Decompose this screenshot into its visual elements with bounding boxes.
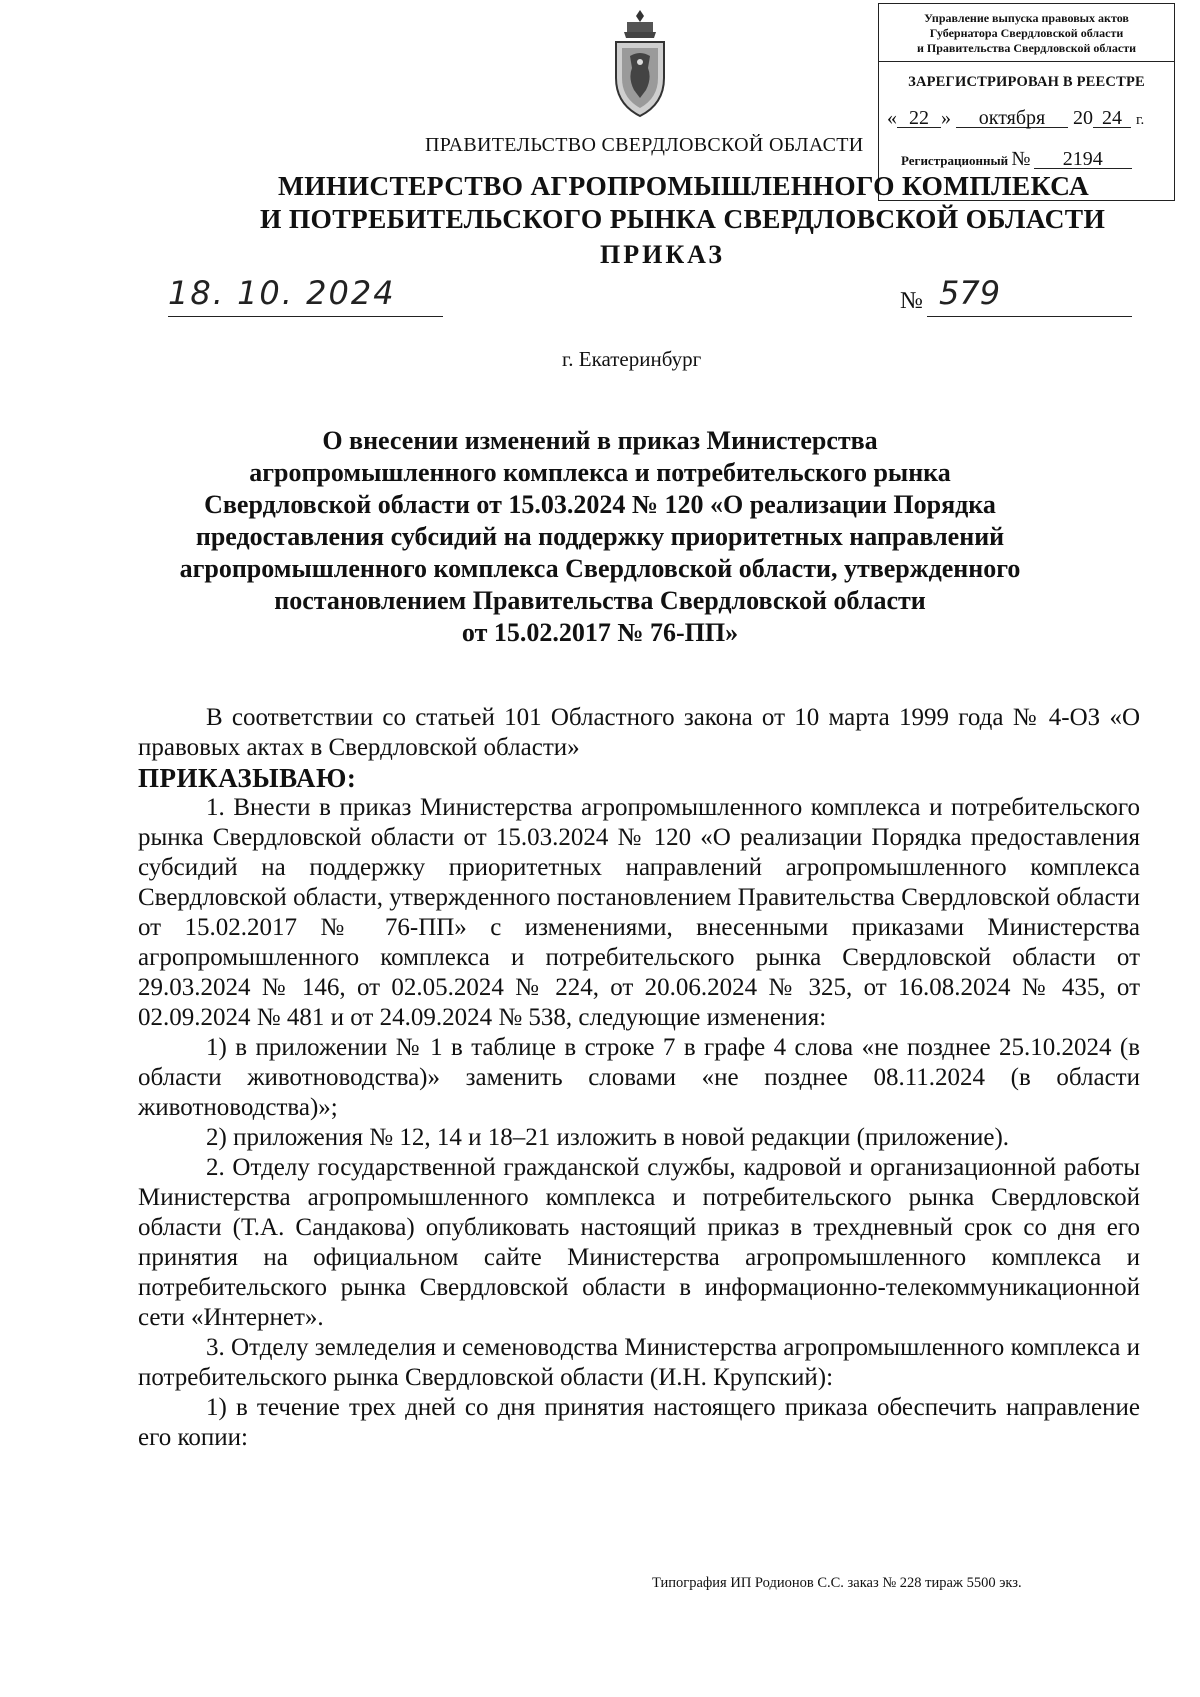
ministry-name-line2: И ПОТРЕБИТЕЛЬСКОГО РЫНКА СВЕРДЛОВСКОЙ ОБЛАСТИ bbox=[260, 203, 1106, 234]
stamp-date-open-quote: « bbox=[887, 107, 897, 129]
title-line: от 15.02.2017 № 76-ПП» bbox=[461, 618, 739, 647]
order-number-handwritten: 579 bbox=[939, 274, 1001, 312]
title-line: агропромышленного комплекса и потребительского рынка bbox=[249, 458, 951, 487]
order-date-field bbox=[168, 268, 443, 317]
stamp-reg-label: Регистрационный bbox=[901, 153, 1009, 168]
stamp-header bbox=[879, 4, 1174, 62]
order-date-handwritten: 18. 10. 2024 bbox=[168, 274, 396, 312]
preamble-paragraph: В соответствии со статьей 101 Областного закона от 10 марта 1999 года № 4-ОЗ «О правовых актах в Свердловской области» bbox=[138, 704, 1140, 761]
stamp-registration-number bbox=[879, 148, 1174, 171]
document-title bbox=[150, 425, 1050, 649]
stamp-registered-label: ЗАРЕГИСТРИРОВАН В РЕЕСТРЕ bbox=[908, 74, 1145, 90]
order-word: ПРИКАЗЫВАЮ: bbox=[138, 763, 357, 793]
coat-of-arms-emblem bbox=[610, 8, 670, 120]
stamp-reg-number: 2194 bbox=[1034, 150, 1132, 169]
paragraph-2: 2. Отделу государственной гражданской службы, кадровой и организационной работы Министерства агропромышленного комплекса и потребительского рынка Свердловской области (Т.А. Сандакова) опубликовать настоящий приказ в трехдневный срок со дня его принятия на официальном сайте Министерства агропромышленного комплекса и потребительского рынка Свердловской области в информационно-телекоммуникационной сети «Интернет». bbox=[138, 1154, 1140, 1331]
order-number-field bbox=[927, 268, 1132, 317]
paragraph-1-1: 1) в приложении № 1 в таблице в строке 7 в графе 4 слова «не позднее 25.10.2024 (в области животноводства)» заменить словами «не позднее 08.11.2024 (в области животноводства)»; bbox=[138, 1034, 1140, 1121]
paragraph-3: 3. Отделу земледелия и семеноводства Министерства агропромышленного комплекса и потребительского рынка Свердловской области (И.Н. Крупский): bbox=[138, 1334, 1140, 1391]
stamp-header-line: и Правительства Свердловской области bbox=[917, 41, 1136, 55]
stamp-no-sign: № bbox=[1011, 148, 1031, 170]
stamp-date-year-suffix: 24 bbox=[1093, 109, 1131, 128]
stamp-date-day: 22 bbox=[897, 109, 941, 128]
title-line: постановлением Правительства Свердловской области bbox=[274, 586, 926, 615]
paragraph-1: 1. Внести в приказ Министерства агропромышленного комплекса и потребительского рынка Свердловской области от 15.03.2024 № 120 «О реализации Порядка предоставления субсидий на поддержку приоритетных направлений агропромышленного комплекса Свердловской области, утвержденного постановлением Правительства Свердловской области от 15.02.2017 № 76-ПП» с изменениями, внесенными приказами Министерства агропромышленного комплекса и потребительского рынка Свердловской области от 29.03.2024 № 146, от 02.05.2024 № 224, от 20.06.2024 № 325, от 16.08.2024 № 435, от 02.09.2024 № 481 и от 24.09.2024 № 538, следующие изменения: bbox=[138, 794, 1140, 1031]
stamp-date-month: октября bbox=[956, 109, 1068, 128]
printing-house-footer: Типография ИП Родионов С.С. заказ № 228 тираж 5500 экз. bbox=[652, 1575, 1022, 1591]
ministry-name-line1: МИНИСТЕРСТВО АГРОПРОМЫШЛЕННОГО КОМПЛЕКСА bbox=[278, 170, 1090, 201]
paragraph-1-2: 2) приложения № 12, 14 и 18–21 изложить в новой редакции (приложение). bbox=[206, 1124, 1010, 1151]
stamp-date bbox=[879, 107, 1174, 130]
stamp-date-g: г. bbox=[1136, 112, 1145, 128]
document-type: ПРИКАЗ bbox=[600, 240, 726, 269]
document-body bbox=[138, 703, 1140, 1453]
stamp-date-close-quote: » bbox=[941, 107, 951, 129]
title-line: Свердловской области от 15.03.2024 № 120 «О реализации Порядка bbox=[204, 490, 996, 519]
title-line: агропромышленного комплекса Свердловской области, утвержденного bbox=[179, 554, 1021, 583]
paragraph-3-1: 1) в течение трех дней со дня принятия настоящего приказа обеспечить направление его копии: bbox=[138, 1394, 1140, 1451]
stamp-header-line: Губернатора Свердловской области bbox=[929, 26, 1124, 40]
title-line: предоставления субсидий на поддержку приоритетных направлений bbox=[195, 522, 1005, 551]
government-name: ПРАВИТЕЛЬСТВО СВЕРДЛОВСКОЙ ОБЛАСТИ bbox=[425, 134, 864, 156]
stamp-date-year-prefix: 20 bbox=[1073, 107, 1093, 129]
city: г. Екатеринбург bbox=[562, 347, 702, 371]
title-line: О внесении изменений в приказ Министерства bbox=[322, 426, 878, 455]
stamp-header-line: Управление выпуска правовых актов bbox=[924, 11, 1129, 25]
order-number-label: № bbox=[900, 288, 923, 314]
